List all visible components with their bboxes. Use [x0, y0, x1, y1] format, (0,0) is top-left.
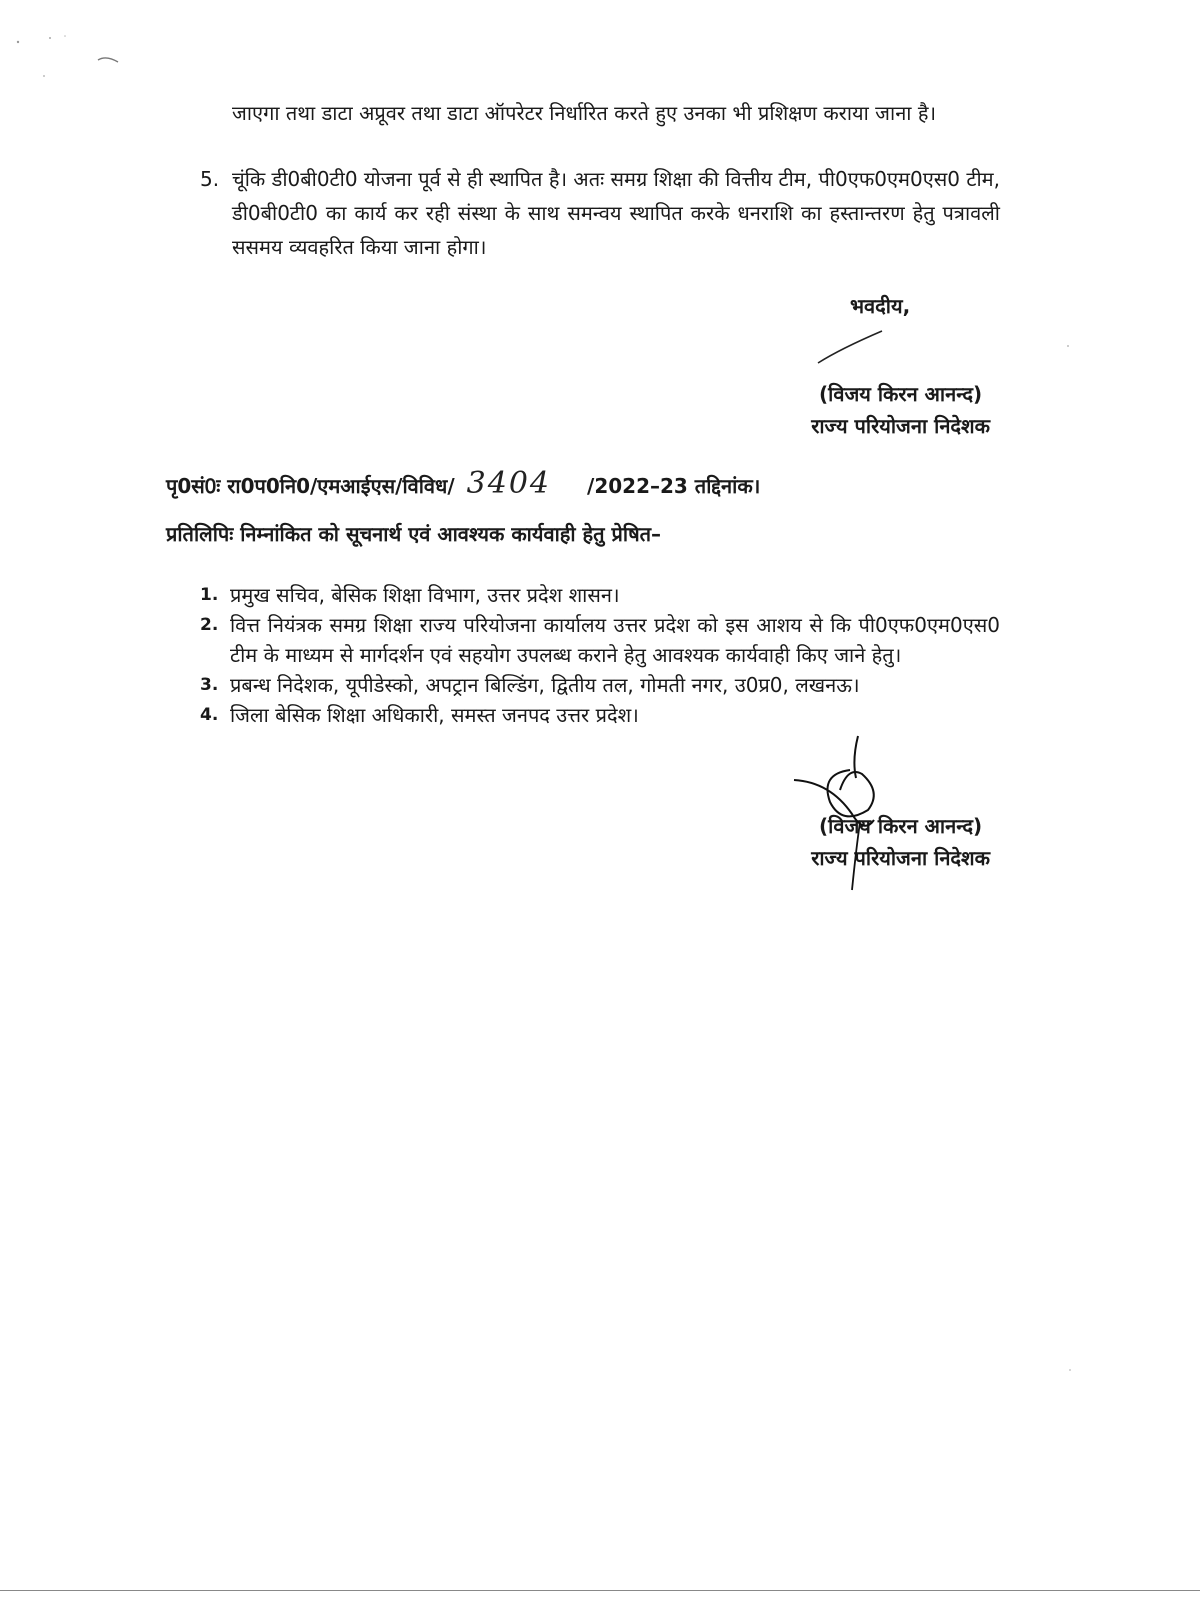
signature-stroke-2 — [790, 730, 910, 910]
list-item-number: 1. — [200, 585, 219, 605]
list-item-number: 2. — [200, 615, 219, 635]
point-text: चूंकि डी0बी0टी0 योजना पूर्व से ही स्थापित है। अतः समग्र शिक्षा की वित्तीय टीम, पी0एफ0एम0एस0 टीम, डी0बी0टी0 का कार्य कर रही संस्था के साथ समन्वय स्थापित करके धनराशि का हस्तान्तरण हेतु पत्रावली ससमय व्यवहरित किया जाना होगा। — [232, 167, 1000, 259]
copy-to-heading: प्रतिलिपिः निम्नांकित को सूचनार्थ एवं आवश्यक कार्यवाही हेतु प्रेषित– — [166, 522, 662, 546]
numbered-point-5 — [200, 162, 1002, 264]
signatory-name: (विजय किरन आनन्द) — [819, 814, 983, 838]
signature-stroke-1 — [810, 325, 890, 370]
reference-prefix: पृ0सं0ः रा0प0नि0/एमआईएस/विविध/ — [166, 474, 455, 498]
bottom-edge-line — [0, 1590, 1200, 1591]
list-item — [200, 670, 1000, 700]
closing-salutation: भवदीय, — [850, 294, 911, 318]
reference-suffix: /2022–23 तद्दिनांक। — [587, 474, 761, 498]
list-item-text: प्रबन्ध निदेशक, यूपीडेस्को, अपट्रान बिल्डिंग, द्वितीय तल, गोमती नगर, उ0प्र0, लखनऊ। — [230, 673, 860, 697]
signatory-name: (विजय किरन आनन्द) — [819, 382, 983, 406]
list-item-text: जिला बेसिक शिक्षा अधिकारी, समस्त जनपद उत्तर प्रदेश। — [230, 703, 639, 727]
list-item-text: वित्त नियंत्रक समग्र शिक्षा राज्य परियोजना कार्यालय उत्तर प्रदेश को इस आशय से कि पी0एफ0एम0एस0 टीम के माध्यम से मार्गदर्शन एवं सहयोग उपलब्ध कराने हेतु आवश्यक कार्यवाही किए जाने हेतु। — [230, 613, 1000, 667]
list-item-number: 4. — [200, 705, 219, 725]
list-item — [200, 700, 1000, 730]
list-item — [200, 610, 1000, 670]
continuation-paragraph: जाएगा तथा डाटा अप्रूवर तथा डाटा ऑपरेटर निर्धारित करते हुए उनका भी प्रशिक्षण कराया जाना है। — [232, 101, 937, 125]
list-item — [200, 580, 1000, 610]
list-item-text: प्रमुख सचिव, बेसिक शिक्षा विभाग, उत्तर प्रदेश शासन। — [230, 583, 620, 607]
signatory-block-1 — [811, 378, 990, 442]
reference-line — [166, 466, 760, 501]
signatory-designation: राज्य परियोजना निदेशक — [811, 414, 990, 438]
signatory-designation: राज्य परियोजना निदेशक — [811, 846, 990, 870]
scan-speck-marks — [10, 30, 130, 90]
point-number: 5. — [200, 167, 220, 191]
list-item-number: 3. — [200, 675, 219, 695]
margin-speck-marks — [1060, 340, 1080, 1400]
copy-to-list — [200, 580, 1000, 730]
reference-number-handwritten: 3404 — [466, 466, 552, 501]
